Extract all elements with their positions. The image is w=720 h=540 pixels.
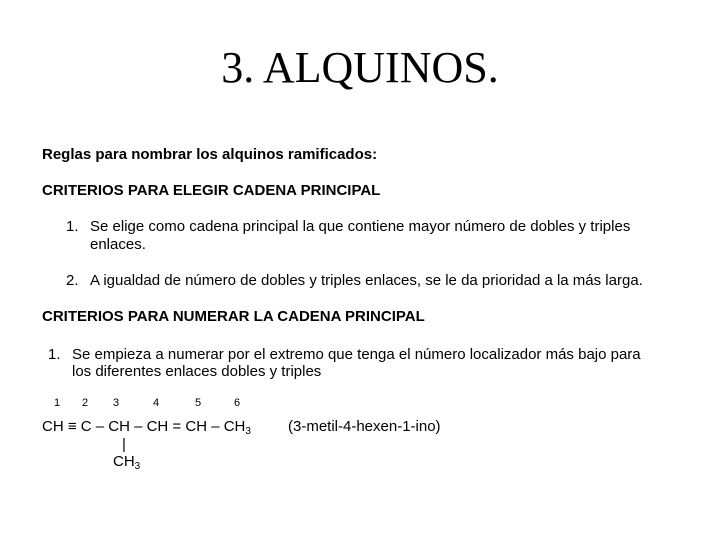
rules-heading: Reglas para nombrar los alquinos ramificados: — [42, 146, 378, 163]
page-title: 3. ALQUINOS. — [221, 43, 499, 92]
section1-item2-text: A igualdad de número de dobles y triples enlaces, se le da prioridad a la más larga. — [90, 272, 643, 289]
section2-item1-text: Se empieza a numerar por el extremo que tenga el número localizador más bajo para — [72, 346, 641, 363]
formula-main-subscript: 3 — [245, 426, 251, 437]
section1-item1-number: 1. — [66, 218, 79, 235]
locant-5: 5 — [195, 397, 202, 409]
section1-item1-text: Se elige como cadena principal la que contiene mayor número de dobles y triples — [90, 218, 631, 235]
branch-subscript: 3 — [134, 461, 141, 472]
locant-1: 1 — [54, 397, 61, 409]
formula-main-chain — [42, 418, 251, 436]
branch-text: CH — [113, 453, 135, 470]
compound-name: (3-metil-4-hexen-1-ino) — [288, 418, 441, 435]
section2-heading: CRITERIOS PARA NUMERAR LA CADENA PRINCIPAL — [42, 308, 425, 325]
locant-6: 6 — [234, 397, 241, 409]
section2-item1-text-cont: los diferentes enlaces dobles y triples — [72, 363, 322, 380]
section1-item1-text-cont: enlaces. — [90, 236, 146, 253]
branch-methyl — [113, 453, 140, 471]
locant-3: 3 — [113, 397, 120, 409]
formula-main-text: CH ≡ C – CH – CH = CH – CH — [42, 418, 246, 435]
section1-item2-number: 2. — [66, 272, 79, 289]
section2-item1-number: 1. — [48, 346, 61, 363]
locant-4: 4 — [153, 397, 160, 409]
branch-bond: | — [122, 436, 126, 453]
locant-2: 2 — [82, 397, 89, 409]
section1-heading: CRITERIOS PARA ELEGIR CADENA PRINCIPAL — [42, 182, 381, 199]
